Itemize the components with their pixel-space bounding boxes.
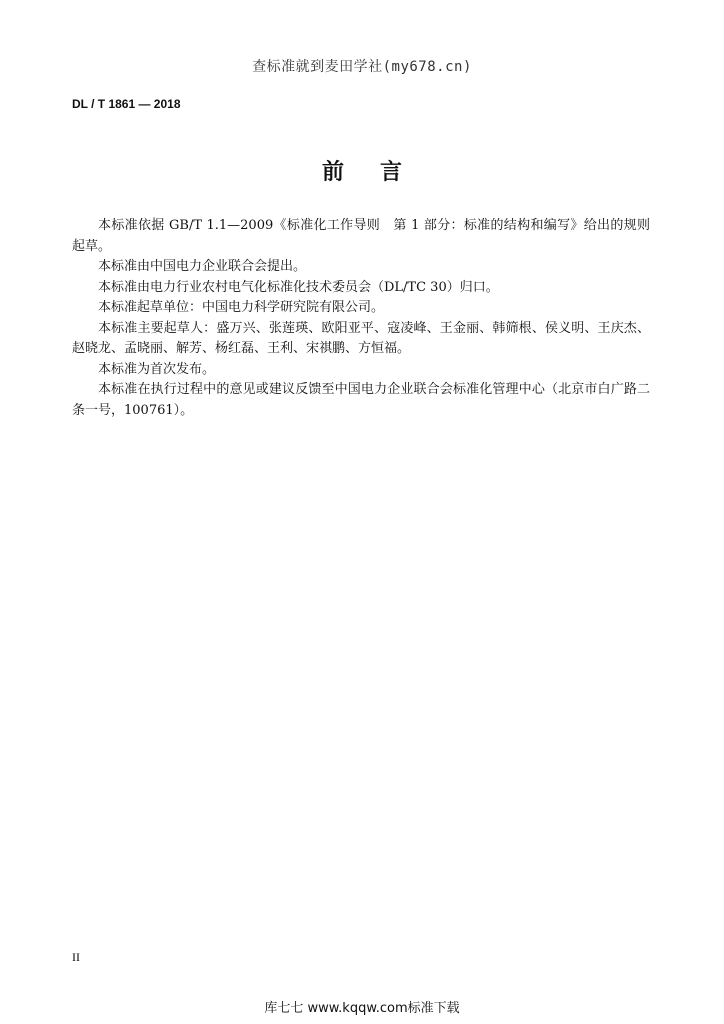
section-title: 前言 [321, 160, 438, 185]
paragraph-first-release: 本标准为首次发布。 [98, 361, 216, 377]
paragraph-proposer: 本标准由中国电力企业联合会提出。 [98, 259, 307, 274]
paragraph-committee: 本标准由电力行业农村电气化标准化技术委员会（DL/TC 30）归口。 [98, 279, 499, 295]
paragraph-drafting-basis: 本标准依据 GB/T 1.1—2009《标准化工作导则 第 1 部分：标准的结构和编写》给出的规则起草。 [72, 218, 650, 254]
standard-code: DL / T 1861 — 2018 [72, 97, 181, 111]
paragraph-feedback: 本标准在执行过程中的意见或建议反馈至中国电力企业联合会标准化管理中心（北京市白广路二条一号，100761）。 [72, 382, 650, 418]
top-watermark: 查标准就到麦田学社(my678.cn) [252, 59, 472, 75]
paragraph-drafters: 本标准主要起草人：盛万兴、张莲瑛、欧阳亚平、寇凌峰、王金丽、韩筛根、侯义明、王庆杰、赵晓龙、孟晓丽、解芳、杨红磊、王利、宋祺鹏、方恒福。 [72, 320, 650, 356]
bottom-watermark: 库七七 www.kqqw.com标准下载 [264, 1001, 460, 1016]
page-number: II [72, 950, 80, 964]
paragraph-drafting-unit: 本标准起草单位：中国电力科学研究院有限公司。 [98, 300, 385, 315]
foreword-body [72, 216, 650, 421]
